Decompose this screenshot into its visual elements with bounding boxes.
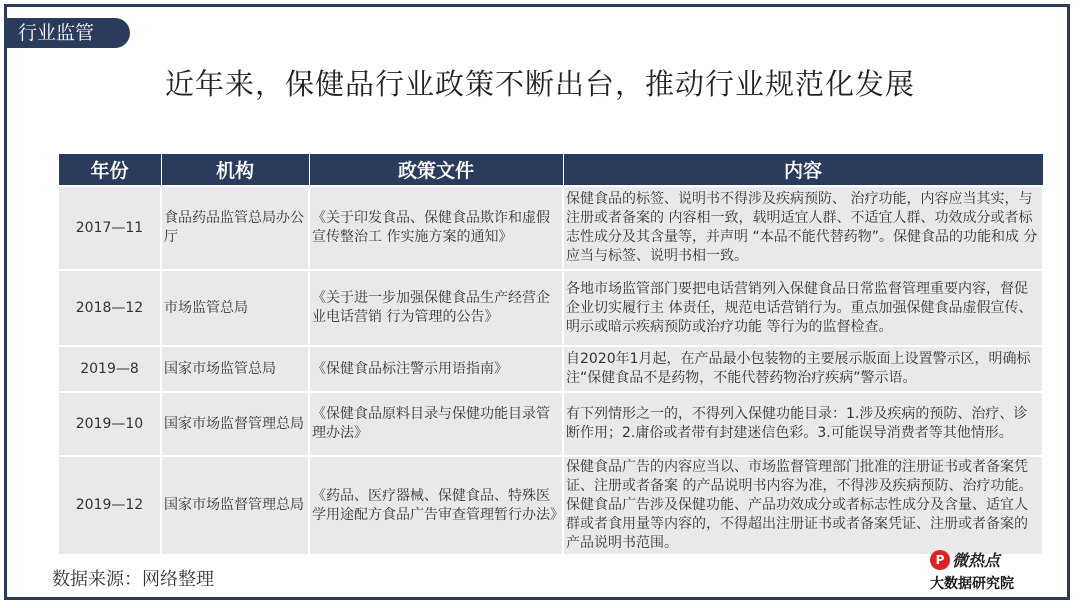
table-row [58, 392, 1043, 456]
page-title: 近年来，保健品行业政策不断出台，推动行业规范化发展 [164, 67, 915, 101]
logo-brand-text: 微热点 [952, 551, 1001, 570]
table-row [58, 456, 1043, 555]
cell-content: 保健食品的标签、说明书不得涉及疾病预防、 治疗功能，内容应当其实，与注册或者备案的 内容相一致，载明适宜人群、不适宜人群、功效成分或者标志性成分及其含量等，并声明 “本品不能代替药物”。保健食品的功能和成 分应当与标签、说明书相一致。 [563, 186, 1043, 270]
cell-doc: 《保健食品标注警示用语指南》 [309, 346, 563, 392]
cell-year: 2019—8 [58, 346, 161, 392]
section-tag: 行业监管 [4, 18, 130, 48]
header-content: 内容 [563, 154, 1043, 187]
cell-year: 2017—11 [58, 186, 161, 270]
cell-content: 自2020年1月起，在产品最小包装物的主要展示版面上设置警示区，明确标注“保健食品不是药物，不能代替药物治疗疾病”警示语。 [563, 346, 1043, 392]
header-doc: 政策文件 [309, 154, 563, 187]
table-row [58, 186, 1043, 270]
header-year: 年份 [58, 154, 161, 187]
cell-org: 食品药品监管总局办公厅 [161, 186, 309, 270]
cell-doc: 《药品、医疗器械、保健食品、特殊医学用途配方食品广告审查管理暂行办法》 [309, 456, 563, 555]
table-header-row [58, 154, 1043, 187]
cell-content: 有下列情形之一的，不得列入保健功能目录：1.涉及疾病的预防、治疗、诊断作用；2.庸俗或者带有封建迷信色彩。3.可能误导消费者等其他情形。 [563, 392, 1043, 456]
policy-table [57, 153, 1044, 556]
cell-year: 2018—12 [58, 270, 161, 346]
cell-year: 2019—10 [58, 392, 161, 456]
data-source-note: 数据来源：网络整理 [52, 569, 214, 590]
logo-mark-icon: P [930, 550, 950, 570]
logo-subtitle: 大数据研究院 [930, 576, 1014, 592]
cell-org: 市场监管总局 [161, 270, 309, 346]
cell-content: 各地市场监管部门要把电话营销列入保健食品日常监督管理重要内容，督促企业切实履行主 体责任，规范电话营销行为。重点加强保健食品虚假宣传、明示或暗示疾病预防或治疗功能 等行为的监督检查。 [563, 270, 1043, 346]
cell-doc: 《关于进一步加强保健食品生产经营企业电话营销 行为管理的公告》 [309, 270, 563, 346]
cell-doc: 《保健食品原料目录与保健功能目录管理办法》 [309, 392, 563, 456]
cell-org: 国家市场监管总局 [161, 346, 309, 392]
cell-doc: 《关于印发食品、保健食品欺诈和虚假宣传整治工 作实施方案的通知》 [309, 186, 563, 270]
cell-year: 2019—12 [58, 456, 161, 555]
table-row [58, 270, 1043, 346]
cell-org: 国家市场监督管理总局 [161, 456, 309, 555]
table-row [58, 346, 1043, 392]
logo [930, 548, 1050, 592]
cell-content: 保健食品广告的内容应当以、市场监督管理部门批准的注册证书或者备案凭证、注册或者备案 的产品说明书内容为准，不得涉及疾病预防、治疗功能。保健食品广告涉及保健功能、产品功效成分或者标志性成分及含量、适宜人群或者食用量等内容的，不得超出注册证书或者备案凭证、注册或者备案的产品说明书范围。 [563, 456, 1043, 555]
header-org: 机构 [161, 154, 309, 187]
cell-org: 国家市场监督管理总局 [161, 392, 309, 456]
